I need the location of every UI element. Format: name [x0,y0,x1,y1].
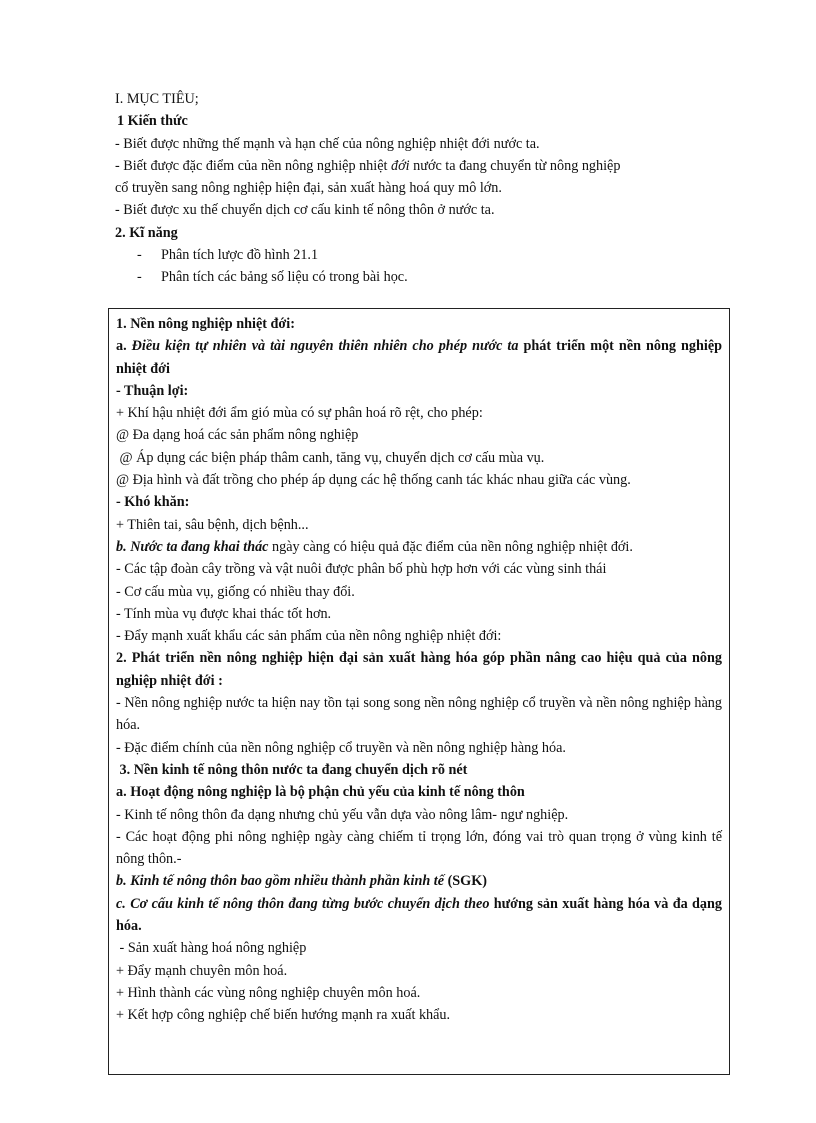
s3b-italic: b. Kinh tế nông thôn bao gồm nhiều thành phần kinh tế [116,873,445,890]
knowledge-line [115,155,725,177]
content-body [116,313,722,1027]
s1a-rest: phát triển một nền nông nghiệp nhiệt đới [116,338,723,377]
section-3c-heading [116,893,722,938]
advantages-title: - Thuận lợi: [116,382,189,399]
bullet-dash: - [137,269,142,286]
s2-line: - Đặc điểm chính của nền nông nghiệp cổ truyền và nền nông nghiệp hàng hóa. [116,739,566,756]
knowledge-text: nước ta đang chuyển từ nông nghiệp [413,157,621,174]
section-3a-title: a. Hoạt động nông nghiệp là bộ phận chủ yếu của kinh tế nông thôn [116,784,525,801]
s1b-italic: b. Nước ta đang khai thác [116,538,269,555]
difficulties-title: - Khó khăn: [116,494,190,511]
knowledge-text: - Biết được đặc điểm của nền nông nghiệp nhiệt [115,157,388,174]
s1b-line: - Đẩy mạnh xuất khẩu các sản phẩm của nền nông nghiệp nhiệt đới: [116,628,502,645]
s3c-rest: hướng sản xuất hàng hóa và đa dạng hóa. [116,895,723,935]
skills-title: 2. Kĩ năng [115,224,178,241]
content-box [108,308,730,1075]
s1b-line: - Cơ cấu mùa vụ, giống có nhiều thay đổi. [116,583,355,600]
s1b-line: - Các tập đoàn cây trồng và vật nuôi được phân bố phù hợp hơn với các vùng sinh thái [116,561,607,578]
advantage-line: + Khí hậu nhiệt đới ẩm gió mùa có sự phân hoá rõ rệt, cho phép: [116,405,483,422]
s3c-line: + Đẩy mạnh chuyên môn hoá. [116,962,288,979]
s1a-prefix: a. [116,338,127,355]
section-1-title: 1. Nền nông nghiệp nhiệt đới: [116,316,295,332]
advantage-line: @ Áp dụng các biện pháp thâm canh, tăng vụ, chuyển dịch cơ cấu mùa vụ. [116,449,545,466]
knowledge-line: - Biết được những thế mạnh và hạn chế của nông nghiệp nhiệt đới nước ta. [115,135,540,152]
s1b-line: - Tính mùa vụ được khai thác tốt hơn. [116,605,332,622]
knowledge-line: cổ truyền sang nông nghiệp hiện đại, sản xuất hàng hoá quy mô lớn. [115,180,502,197]
knowledge-italic-word: đới [391,157,410,174]
section-3-title: 3. Nền kinh tế nông thôn nước ta đang chuyển dịch rõ nét [116,761,468,778]
s3c-italic: c. Cơ cấu kinh tế nông thôn đang từng bước chuyển dịch theo [116,895,490,912]
skill-text: Phân tích lược đồ hình 21.1 [161,247,319,264]
difficulty-line: + Thiên tai, sâu bệnh, dịch bệnh... [116,516,309,533]
s1a-italic: Điều kiện tự nhiên và tài nguyên thiên nhiên cho phép nước ta [131,338,519,355]
skill-item [115,266,725,288]
knowledge-title: 1 Kiến thức [117,113,188,130]
section-3b-heading [116,870,722,892]
s3c-line: + Kết hợp công nghiệp chế biến hướng mạnh ra xuất khẩu. [116,1007,451,1024]
objectives-heading: I. MỤC TIÊU; [115,91,199,107]
advantage-line: @ Địa hình và đất trồng cho phép áp dụng các hệ thống canh tác khác nhau giữa các vùng. [116,472,631,489]
section-2-title: 2. Phát triển nền nông nghiệp hiện đại sản xuất hàng hóa góp phần nâng cao hiệu quả của nông nghiệp nhiệt đới : [116,650,722,689]
knowledge-line: - Biết được xu thế chuyển dịch cơ cấu kinh tế nông thôn ở nước ta. [115,202,495,219]
skill-text: Phân tích các bảng số liệu có trong bài học. [161,269,408,286]
advantage-line: @ Đa dạng hoá các sản phẩm nông nghiệp [116,427,359,444]
s3c-line: + Hình thành các vùng nông nghiệp chuyên môn hoá. [116,984,421,1001]
s3a-line: - Các hoạt động phi nông nghiệp ngày càng chiếm tỉ trọng lớn, đóng vai trò quan trọng ở vùng kinh tế nông thôn.- [116,828,722,868]
skill-item [115,244,725,266]
s1b-rest: ngày càng có hiệu quả đặc điểm của nền nông nghiệp nhiệt đới. [272,538,633,555]
objectives-section [115,88,725,289]
section-1b-heading [116,536,722,558]
s2-line: - Nền nông nghiệp nước ta hiện nay tồn tại song song nền nông nghiệp cổ truyền và nền nông nghiệp hàng hóa. [116,695,722,734]
section-1a-heading [116,335,722,380]
s3b-rest: (SGK) [447,873,487,890]
s3a-line: - Kinh tế nông thôn đa dạng nhưng chủ yếu vẫn dựa vào nông lâm- ngư nghiệp. [116,806,569,823]
s3c-line: - Sản xuất hàng hoá nông nghiệp [116,940,307,957]
bullet-dash: - [137,247,142,264]
